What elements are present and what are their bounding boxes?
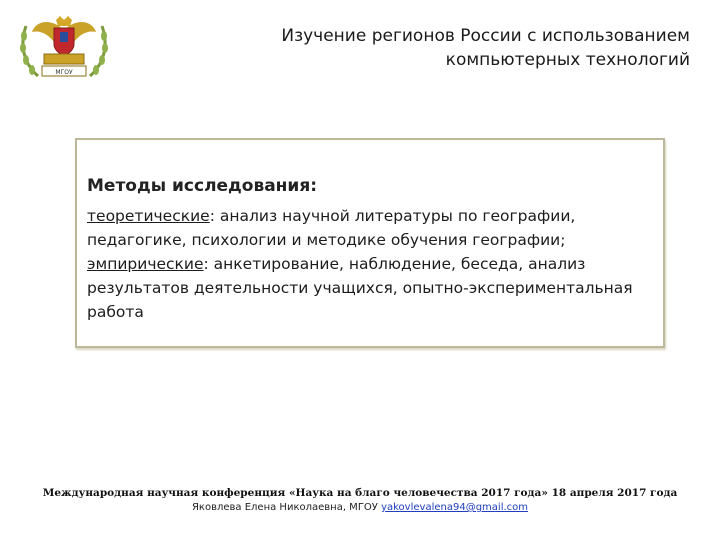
theoretical-text: : анализ научной литературы по географии, педагогике, психологии и методике обучения географии; [87, 207, 576, 249]
author-name: Яковлева Елена Николаевна, МГОУ [191, 502, 378, 513]
svg-text:МГОУ: МГОУ [55, 69, 73, 76]
methods-box [75, 138, 665, 348]
methods-text [87, 204, 657, 324]
university-logo [18, 14, 110, 84]
email-link[interactable]: yakovlevalena94@gmail.com [381, 502, 529, 513]
conference-line: Международная научная конференция «Наука на благо человечества 2017 года» 18 апреля 2017 года [42, 487, 678, 499]
author-line [0, 502, 720, 513]
methods-heading: Методы исследования: [87, 176, 318, 196]
presentation-title: Изучение регионов России с использованием компьютерных технологий [281, 26, 690, 70]
empirical-label: эмпирические [87, 255, 204, 273]
coat-of-arms-icon [18, 14, 110, 84]
theoretical-label: теоретические [87, 207, 210, 225]
empirical-text: : анкетирование, наблюдение, беседа, анализ результатов деятельности учащихся, опытно-экспериментальная работа [87, 255, 633, 321]
